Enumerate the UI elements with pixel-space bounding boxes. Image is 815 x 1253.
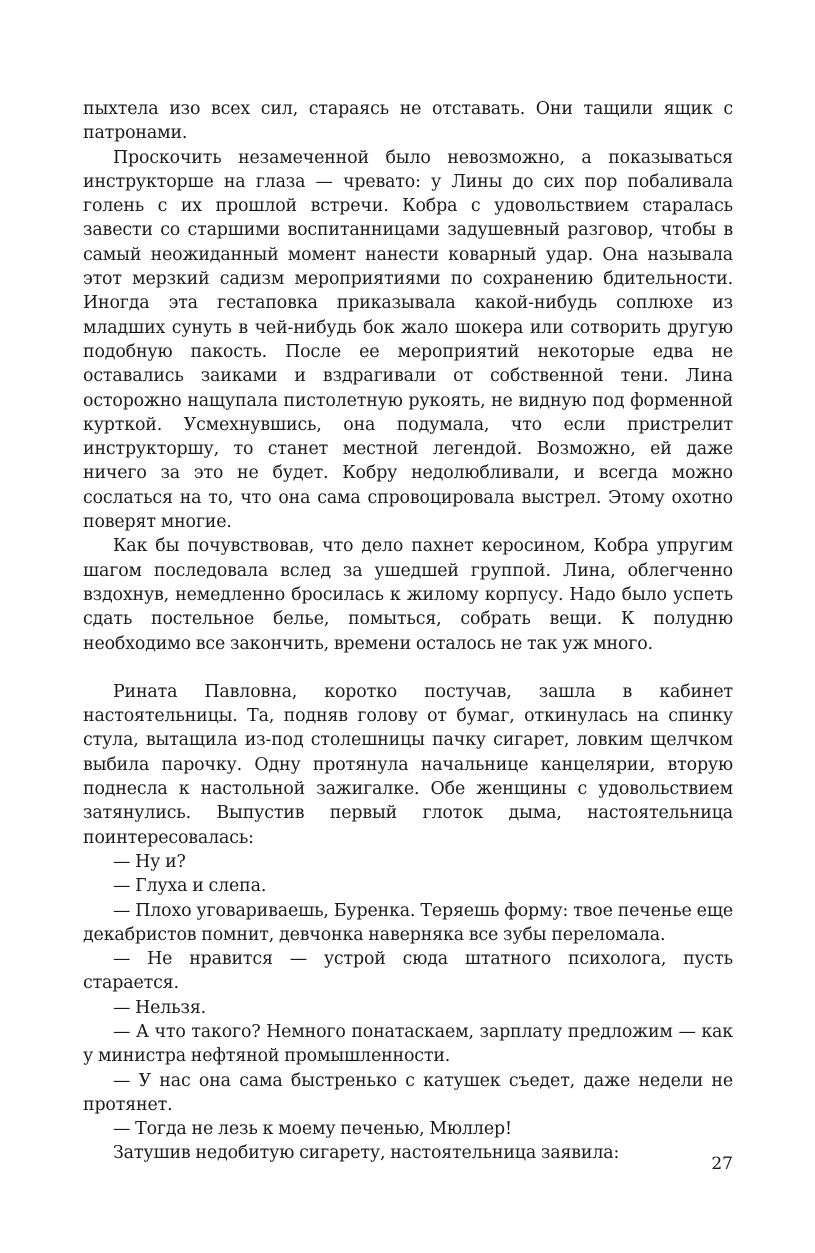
dialogue-line: — Плохо уговариваешь, Буренка. Теряешь форму: твое печенье еще декабристов помнит, девчонка наверняка все зубы переломала.: [83, 900, 733, 945]
paragraph: Проскочить незамеченной было невозможно, а показываться инструкторше на глаза — чревато: у Лины до сих пор побаливала голень с их прошлой встречи. Кобра с удовольствием старалась завести со старшими воспитанницами задушевный разговор, чтобы в самый неожиданный момент нанести коварный удар. Она называла этот мерзкий садизм мероприятиями по сохранению бдительности. Иногда эта гестаповка приказывала какой-нибудь соплюхе из младших сунуть в чей-нибудь бок жало шокера или сотворить другую подобную пакость. После ее мероприятий некоторые едва не оставались заиками и вздрагивали от собственной тени. Лина осторожно нащупала пистолетную рукоять, не видную под форменной курткой. Усмехнувшись, она подумала, что если пристрелит инструкторшу, то станет местной легендой. Возможно, ей даже ничего за это не будет. Кобру недолюбливали, и всегда можно сослаться на то, что она сама спровоцировала выстрел. Этому охотно поверят многие.: [83, 147, 733, 533]
dialogue-line: — Тогда не лезь к моему печенью, Мюллер!: [113, 1119, 512, 1140]
paragraph: Как бы почувствовав, что дело пахнет керосином, Кобра упругим шагом последовала вслед за ушедшей группой. Лина, облегченно вздохнув, немедленно бросилась к жилому корпусу. Надо было успеть сдать постельное белье, помыться, собрать вещи. К полудню необходимо все закончить, времени осталось не так уж много.: [83, 536, 733, 654]
paragraph: Рината Павловна, коротко постучав, зашла в кабинет настоятельницы. Та, подняв голову от бумаг, откинулась на спинку стула, вытащила из-под столешницы пачку сигарет, ловким щелчком выбила парочку. Одну протянула начальнице канцелярии, вторую поднесла к настольной зажигалке. Обе женщины с удовольствием затянулись. Выпустив первый глоток дыма, настоятельница поинтересовалась:: [83, 681, 733, 848]
page-body: [83, 97, 733, 1166]
dialogue-line: — Ну и?: [113, 851, 186, 872]
dialogue-line: — Глуха и слепа.: [113, 876, 267, 897]
dialogue-line: — У нас она сама быстренько с катушек съедет, даже недели не протянет.: [83, 1070, 733, 1115]
dialogue-line: — А что такого? Немного понатаскаем, зарплату предложим — как у министра нефтяной промышленности.: [83, 1021, 733, 1067]
dialogue-line: — Не нравится — устрой сюда штатного психолога, пусть старается.: [83, 949, 733, 994]
dialogue-line: — Нельзя.: [113, 997, 207, 1018]
paragraph-continuation: пыхтела изо всех сил, стараясь не отставать. Они тащили ящик с патронами.: [83, 99, 733, 144]
page-number: 27: [711, 1154, 733, 1174]
paragraph: Затушив недобитую сигарету, настоятельница заявила:: [113, 1143, 620, 1164]
